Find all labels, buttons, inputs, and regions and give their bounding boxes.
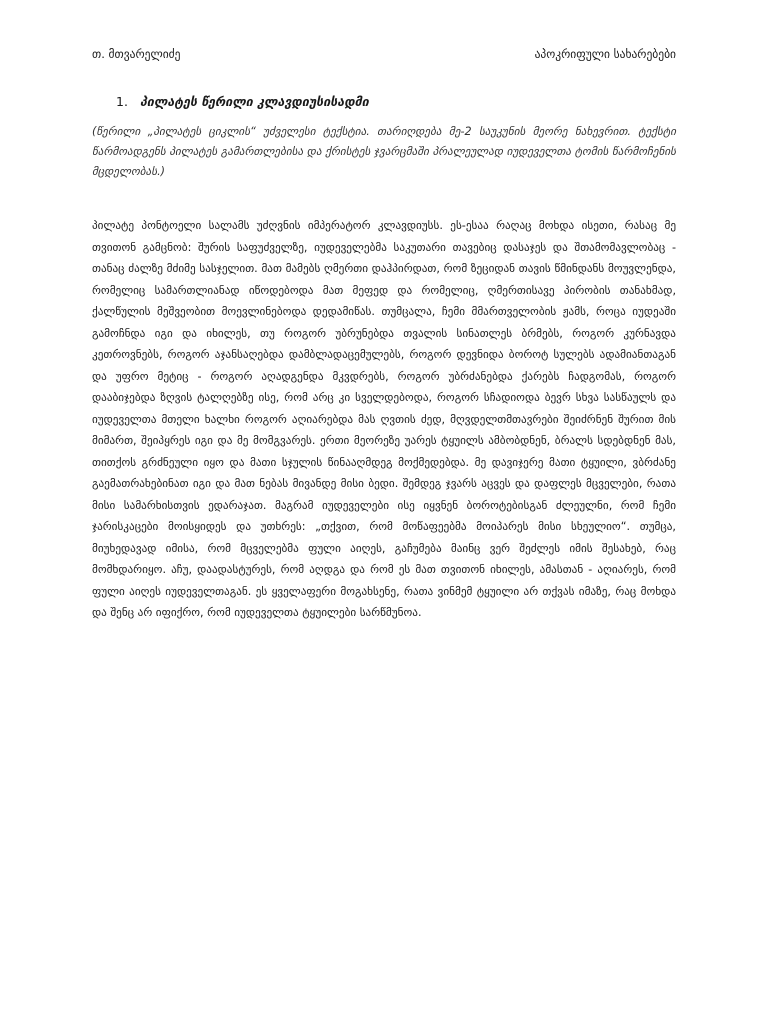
section-number: 1. [116, 94, 128, 109]
section-title-text: პილატეს წერილი კლავდიუსისადმი [140, 94, 369, 109]
header-collection: აპოკრიფული სახარებები [534, 47, 676, 61]
section-title [116, 93, 676, 111]
header-author: თ. მთვარელიძე [92, 47, 181, 61]
page-header [92, 46, 676, 62]
body-paragraph: პილატე პონტოელი სალამს უძღვნის იმპერატორ კლავდიუსს. ეს-ესაა რაღაც მოხდა ისეთი, რასაც მე თვითონ გამცნობ: შურის საფუძველზე, იუდეველებმა საკუთარი თავებიც დასაჯეს და შთამომავლობაც - თანაც ძალზე მძიმე სასჯელით. მათ მამებს ღმერთი დაჰპირდათ, რომ ზეციდან თავის წმინდანს მოუვლენდა, რომელიც სამართლიანად იწოდებოდა მათ მეფედ და რომელიც, ღმერთისავე პირობის თანახმად, ქალწულის მეშვეობით მოევლინებოდა დედამიწას. თუმცალა, ჩემი მმართველობის ჟამს, როცა იუდეაში გამოჩნდა იგი და იხილეს, თუ როგორ უბრუნებდა თვალის სინათლეს ბრმებს, როგორ კურნავდა კეთროვნებს, როგორ აჯანსაღებდა დამბლადაცემულებს, როგორ დევნიდა ბოროტ სულებს ადამიანთაგან და უფრო მეტიც - როგორ აღადგენდა მკვდრებს, როგორ უბრძანებდა ქარებს ჩადგომას, როგორ დააბიჯებდა ზღვის ტალღებზე ისე, რომ არც კი სველდებოდა, როგორ სჩადიოდა ბევრ სხვა სასწაულს და იუდეველთა მთელი ხალხი როგორ აღიარებდა მას ღვთის ძედ, მღვდელთმთავრები შეიძრნენ შურით მის მიმართ, შეიპყრეს იგი და მე მომგვარეს. ერთი მეორეზე უარეს ტყუილს ამბობდნენ, ბრალს სდებდნენ მას, თითქოს გრძნეული იყო და მათი სჯულის წინააღმდეგ მოქმედებდა. მე დავიჯერე მათი ტყუილი, ვბრძანე გაემათრახებინათ იგი და მათ ნებას მივანდე მისი ბედი. შემდეგ ჯვარს აცვეს და დაფლეს მცველები, რათა მისი სამარხისთვის ედარაჯათ. მაგრამ იუდეველები ისე იყვნენ ბოროტებისგან ძლეულნი, რომ ჩემი ჯარისკაცები მოისყიდეს და უთხრეს: „თქვით, რომ მოწაფეებმა მოიპარეს მისი სხეულიო“. თუმცა, მიუხედავად იმისა, რომ მცველებმა ფული აიღეს, გაჩუმება მაინც ვერ შეძლეს იმის შესახებ, რაც მომხდარიყო. აჩუ, დაადასტურეს, რომ აღდგა და რომ ეს მათ თვითონ იხილეს, ამასთან - აღიარეს, რომ ფული აიღეს იუდეველთაგან. ეს ყველაფერი მოგახსენე, რათა ვინმემ ტყუილი არ თქვას იმაზე, რაც მოხდა და შენც არ იფიქრო, რომ იუდეველთა ტყუილები სარწმუნოა. [92, 219, 676, 619]
editorial-note: (წერილი „პილატეს ციკლის“ უძველესი ტექსტია. თარიღდება მე-2 საუკუნის მეორე ნახევრით. ტექსტი წარმოადგენს პილატეს გამართლებისა და ქრისტეს ჯვარცმაში პრალეულად იუდეველთა ტომის წარმოჩენის მცდელობას.) [92, 125, 676, 178]
